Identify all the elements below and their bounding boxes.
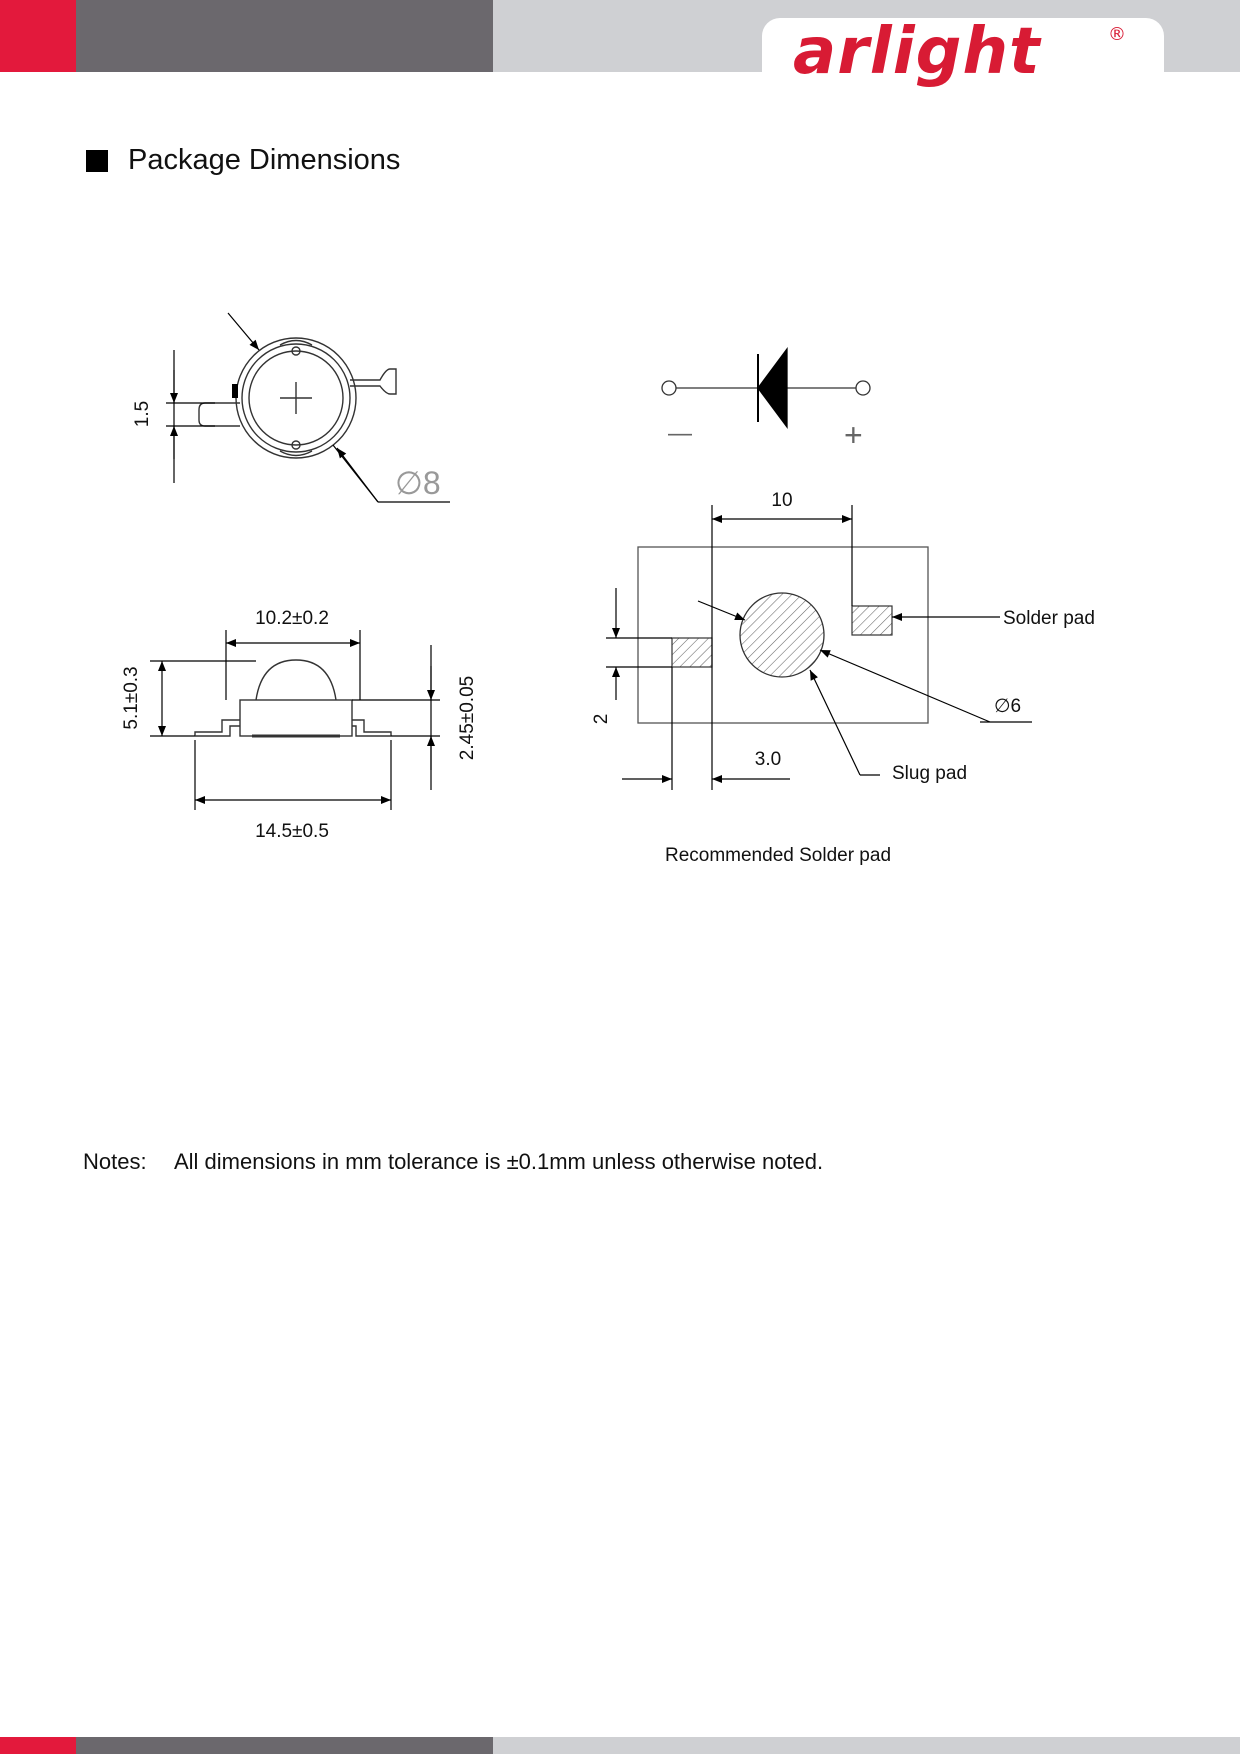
dim-pad-span: 10	[771, 490, 793, 511]
section-title: Package Dimensions	[128, 144, 401, 176]
polarity-plus: +	[844, 417, 863, 453]
dim-slug-diameter: ∅6	[994, 696, 1022, 717]
notes-text: All dimensions in mm tolerance is ±0.1mm unless otherwise noted.	[174, 1149, 824, 1174]
dim-diameter-8: ∅8	[395, 465, 441, 501]
solder-pad-layout	[638, 547, 928, 723]
side-view-dimensions	[150, 630, 440, 810]
notes-label: Notes:	[83, 1149, 147, 1174]
dim-pin-height: 1.5	[132, 400, 153, 428]
brand-logo: arlight	[793, 15, 1041, 89]
dim-total-height: 5.1±0.3	[121, 666, 142, 730]
dim-body-height: 2.45±0.05	[457, 675, 478, 761]
slug-pad-label: Slug pad	[892, 763, 968, 784]
footer-dark-band	[76, 1737, 493, 1754]
solder-pad-label: Solder pad	[1003, 608, 1095, 629]
dim-pad-height: 2	[591, 713, 612, 725]
side-view	[195, 660, 391, 736]
dim-1-5-lines	[166, 350, 215, 483]
polarity-minus: —	[668, 420, 692, 447]
footer-red-band	[0, 1737, 76, 1754]
dim-pad-offset: 3.0	[754, 749, 782, 770]
footer-light-band	[493, 1737, 1240, 1754]
notes	[83, 1149, 823, 1175]
dim-total-width: 14.5±0.5	[255, 821, 329, 842]
top-view	[199, 338, 396, 458]
solder-pad-caption: Recommended Solder pad	[664, 845, 892, 866]
registered-mark: ®	[1108, 24, 1126, 45]
diode-symbol	[662, 349, 870, 427]
dim-lens-width: 10.2±0.2	[255, 608, 329, 629]
